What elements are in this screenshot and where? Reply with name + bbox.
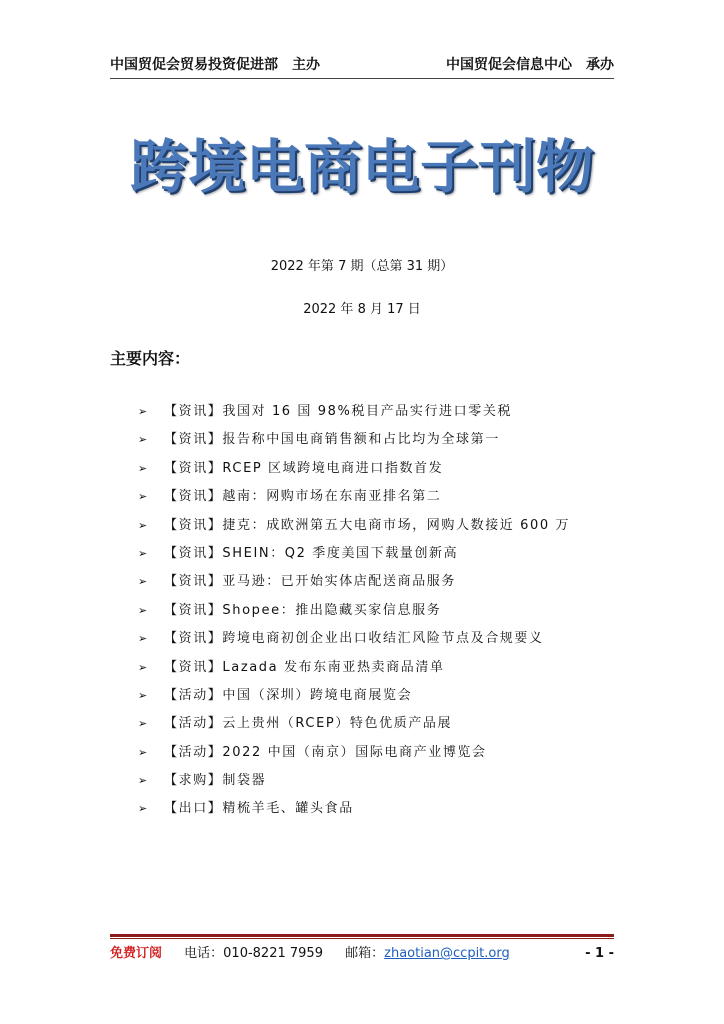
page-header [110,54,614,79]
header-undertaker: 中国贸促会信息中心 承办 [446,57,614,73]
contents-item-category: 【资讯】 [164,545,223,561]
issue-number: 2022 年第 7 期（总第 31 期） [270,259,454,274]
contents-item-category: 【资讯】 [164,460,223,476]
contents-item[interactable] [138,767,570,795]
contents-item-title: 精梳羊毛、罐头食品 [222,801,354,817]
contents-item-title: 越南：网购市场在东南亚排名第二 [222,489,442,505]
footer-divider [110,934,614,937]
subscribe-link[interactable]: 免费订阅 [110,946,163,961]
footer-divider-thin [110,938,614,939]
contents-item-category: 【资讯】 [164,631,223,647]
contents-item-category: 【资讯】 [164,659,223,675]
contents-item[interactable] [138,682,570,710]
contents-item[interactable] [138,455,570,483]
contents-item[interactable] [138,710,570,738]
email-label: 邮箱： [345,946,385,961]
arrow-bullet-icon: ➢ [138,660,148,674]
email-link[interactable]: zhaotian@ccpit.org [384,946,510,961]
contents-item-category: 【资讯】 [164,489,223,505]
arrow-bullet-icon: ➢ [138,717,148,731]
contents-item-title: 跨境电商初创企业出口收结汇风险节点及合规要义 [222,631,544,647]
contents-item[interactable] [138,625,570,653]
contents-item[interactable] [138,597,570,625]
contents-item-category: 【资讯】 [164,602,223,618]
contents-item-category: 【求购】 [164,773,223,789]
arrow-bullet-icon: ➢ [138,745,148,759]
arrow-bullet-icon: ➢ [138,518,148,532]
contents-item-category: 【活动】 [164,744,223,760]
contents-item[interactable] [138,540,570,568]
contents-item-category: 【资讯】 [164,517,223,533]
arrow-bullet-icon: ➢ [138,802,148,816]
contents-item-category: 【活动】 [164,716,223,732]
contents-item-category: 【资讯】 [164,432,223,448]
contents-item-category: 【资讯】 [164,574,223,590]
contents-item-category: 【出口】 [164,801,223,817]
contents-item-category: 【资讯】 [164,404,223,419]
contents-item[interactable] [138,483,570,511]
arrow-bullet-icon: ➢ [138,774,148,788]
contents-item[interactable] [138,426,570,454]
arrow-bullet-icon: ➢ [138,688,148,702]
contents-item-title: 捷克：成欧洲第五大电商市场，网购人数接近 600 万 [222,517,571,533]
header-organizer: 中国贸促会贸易投资促进部 主办 [110,57,320,73]
contents-item[interactable] [138,568,570,596]
contact-phone: 电话：010-8221 7959 [184,946,323,961]
arrow-bullet-icon: ➢ [138,433,148,447]
page-number: - 1 - [585,946,614,961]
issue-date: 2022 年 8 月 17 日 [303,302,421,317]
contents-item-title: 中国（深圳）跨境电商展览会 [222,687,413,703]
contents-item-title: 云上贵州（RCEP）特色优质产品展 [222,716,453,732]
contents-item[interactable] [138,398,570,426]
contents-list [138,398,570,824]
arrow-bullet-icon: ➢ [138,546,148,560]
contents-item-title: Lazada 发布东南亚热卖商品清单 [222,659,445,675]
arrow-bullet-icon: ➢ [138,603,148,617]
contents-item[interactable] [138,739,570,767]
arrow-bullet-icon: ➢ [138,405,148,418]
contents-item-title: 亚马逊：已开始实体店配送商品服务 [222,574,457,590]
contents-item-title: 2022 中国（南京）国际电商产业博览会 [222,744,487,760]
page-footer [110,944,614,964]
contents-item[interactable] [138,654,570,682]
arrow-bullet-icon: ➢ [138,461,148,475]
contents-item-title: SHEIN：Q2 季度美国下载量创新高 [222,545,459,561]
arrow-bullet-icon: ➢ [138,575,148,589]
publication-title: 跨境电商电子刊物 [129,133,594,201]
contents-item[interactable] [138,795,570,823]
contents-item-category: 【活动】 [164,687,223,703]
contents-item-title: 报告称中国电商销售额和占比均为全球第一 [222,432,500,448]
contents-item-title: Shopee：推出隐藏买家信息服务 [222,602,442,618]
contents-heading: 主要内容： [110,349,191,368]
arrow-bullet-icon: ➢ [138,632,148,646]
contents-item-title: 我国对 16 国 98%税目产品实行进口零关税 [222,404,513,419]
contents-item-title: 制袋器 [222,773,267,789]
arrow-bullet-icon: ➢ [138,490,148,504]
contents-item-title: RCEP 区域跨境电商进口指数首发 [222,460,444,476]
contents-item[interactable] [138,512,570,540]
